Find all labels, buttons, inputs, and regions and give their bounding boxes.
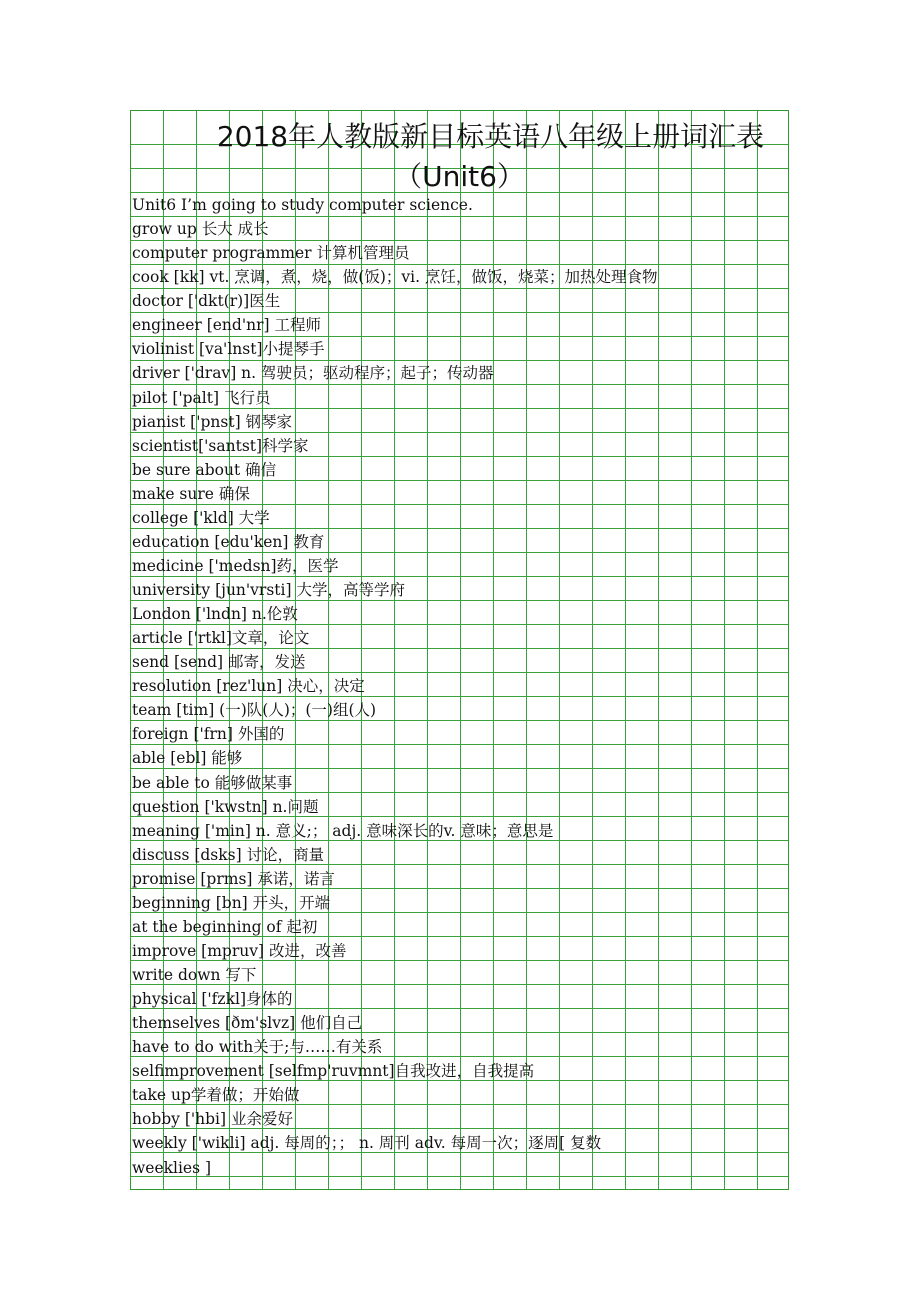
vocabulary-line: promise [prms] 承诺，诺言 bbox=[132, 869, 335, 888]
vocabulary-list bbox=[131, 193, 788, 1180]
vocabulary-line: have to do with关于;与……有关系 bbox=[132, 1038, 383, 1057]
vocabulary-line: resolution [rez'lun] 决心，决定 bbox=[132, 677, 365, 696]
vocabulary-line: weeklies ] bbox=[132, 1158, 212, 1177]
vocabulary-line: Unit6 I’m going to study computer science. bbox=[132, 196, 473, 214]
vocabulary-sheet bbox=[130, 110, 789, 1190]
vocabulary-line: physical ['fzkl]身体的 bbox=[132, 990, 293, 1009]
vocabulary-line: engineer [end'nr] 工程师 bbox=[132, 316, 321, 335]
vocabulary-line: computer programmer 计算机管理员 bbox=[132, 244, 410, 263]
vocabulary-line: foreign ['frn] 外国的 bbox=[132, 725, 285, 744]
vocabulary-line: grow up 长大 成长 bbox=[132, 220, 269, 239]
vocabulary-line: make sure 确保 bbox=[132, 484, 250, 503]
vocabulary-line: university [jun'vrsti] 大学，高等学府 bbox=[132, 581, 405, 599]
vocabulary-line: improve [mpruv] 改进，改善 bbox=[132, 941, 347, 960]
vocabulary-line: themselves [ðm'slvz] 他们自己 bbox=[132, 1014, 363, 1033]
vocabulary-line: take up学着做；开始做 bbox=[132, 1086, 300, 1105]
vocabulary-line: hobby ['hbi] 业余爱好 bbox=[132, 1110, 293, 1129]
vocabulary-line: cook [kk] vt. 烹调，煮，烧，做(饭)；vi. 烹饪，做饭，烧菜；加热处理食物 bbox=[132, 268, 658, 287]
vocabulary-line: write down 写下 bbox=[132, 966, 257, 984]
vocabulary-line: pilot ['palt] 飞行员 bbox=[132, 388, 271, 407]
vocabulary-line: college ['kld] 大学 bbox=[132, 508, 270, 527]
vocabulary-line: violinist [va'lnst]小提琴手 bbox=[132, 340, 325, 359]
page-subtitle: （Unit6） bbox=[394, 160, 525, 193]
page-title: 2018年人教版新目标英语八年级上册词汇表 bbox=[216, 120, 765, 153]
vocabulary-line: medicine ['medsn]药，医学 bbox=[132, 556, 339, 575]
vocabulary-line: scientist['santst]科学家 bbox=[132, 436, 309, 455]
vocabulary-line: able [ebl] 能够 bbox=[132, 749, 243, 768]
vocabulary-line: be able to 能够做某事 bbox=[132, 773, 293, 792]
vocabulary-line: team [tim] (一)队(人)；(一)组(人) bbox=[132, 701, 377, 720]
vocabulary-line: at the beginning of 起初 bbox=[132, 917, 318, 936]
vocabulary-line: discuss [dsks] 讨论，商量 bbox=[132, 845, 325, 864]
vocabulary-line: education [edu'ken] 教育 bbox=[132, 532, 325, 551]
vocabulary-line: pianist ['pnst] 钢琴家 bbox=[132, 412, 293, 431]
vocabulary-line: London ['lndn] n.伦敦 bbox=[132, 605, 298, 624]
vocabulary-line: send [send] 邮寄，发送 bbox=[132, 653, 306, 672]
vocabulary-line: article ['rtkl]文章，论文 bbox=[132, 629, 310, 648]
vocabulary-line: beginning [bn] 开头，开端 bbox=[132, 893, 331, 912]
vocabulary-line: be sure about 确信 bbox=[132, 460, 277, 479]
vocabulary-line: weekly ['wikli] adj. 每周的；； n. 周刊 adv. 每周一次；逐周[ 复数 bbox=[132, 1134, 602, 1153]
vocabulary-line: meaning ['min] n. 意义;； adj. 意味深长的v. 意味；意思是 bbox=[132, 821, 554, 840]
vocabulary-line: doctor ['dkt(r)]医生 bbox=[132, 292, 281, 311]
vocabulary-line: selfimprovement [selfmp'ruvmnt]自我改进，自我提高 bbox=[132, 1062, 535, 1081]
vocabulary-line: driver ['drav] n. 驾驶员；驱动程序；起子；传动器 bbox=[132, 364, 494, 383]
vocabulary-line: question ['kwstn] n.问题 bbox=[132, 797, 319, 816]
